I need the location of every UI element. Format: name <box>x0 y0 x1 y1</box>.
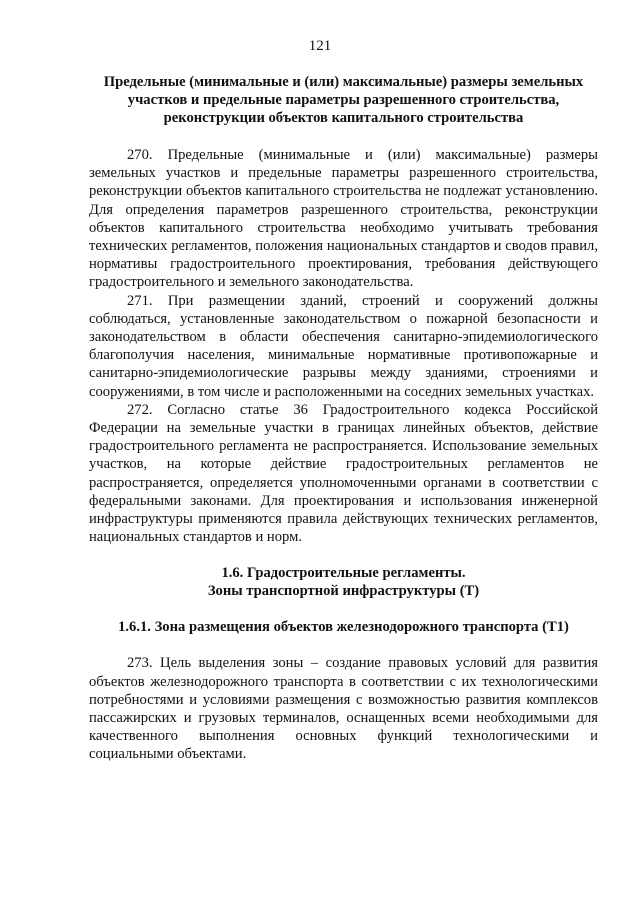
paragraph-273: 273. Цель выделения зоны – создание правовых условий для развития объектов железнодорожного транспорта в соответствии с их технологическими потребностями и условиями размещения с возможностью развития комплексов пассажирских и грузовых терминалов, оснащенных всеми необходимыми для качественного выполнения основных функций технологическими и социальными объектами. <box>89 655 598 763</box>
section-heading <box>89 564 598 600</box>
paragraph-272: 272. Согласно статье 36 Градостроительного кодекса Российской Федерации на земельные участки в границах линейных объектов, действие градостроительного регламента не распространяется. Использование земельных участков, на которые действие градостроительных регламентов не распространяется, определяется уполномоченными органами в соответствии с федеральными законами. Для проектирования и использования инженерной инфраструктуры применяются правила действующих технических регламентов, национальных стандартов и норм. <box>89 401 598 546</box>
section-heading-line-2: Зоны транспортной инфраструктуры (Т) <box>207 583 480 600</box>
main-heading <box>89 73 598 127</box>
main-heading-line-2: участков и предельные параметры разрешенного строительства, <box>127 92 560 108</box>
paragraph-270: 270. Предельные (минимальные и (или) максимальные) размеры земельных участков и предельные параметры разрешенного строительства, реконструкции объектов капитального строительства не подлежат установлению. Для определения параметров разрешенного строительства, реконструкции объектов капитального строительства необходимо учитывать требования технических регламентов, положения национальных стандартов и сводов правил, нормативы градостроительного проектирования, требования действующего градостроительного и земельного законодательства. <box>89 147 598 291</box>
section-heading-line-1: 1.6. Градостроительные регламенты. <box>221 565 466 582</box>
paragraph-271: 271. При размещении зданий, строений и сооружений должны соблюдаться, установленные законодательством о пожарной безопасности и законодательством в области обеспечения санитарно-эпидемиологического благополучия населения, минимальные нормативные противопожарные и санитарно-эпидемиологические разрывы между зданиями, строениями и сооружениями, в том числе и расположенными на соседних земельных участках. <box>89 292 598 400</box>
subsection-heading: 1.6.1. Зона размещения объектов железнодорожного транспорта (Т1) <box>118 619 569 636</box>
page-content <box>89 73 598 764</box>
main-heading-line-3: реконструкции объектов капитального строительства <box>163 110 524 126</box>
main-heading-line-1: Предельные (минимальные и (или) максимальные) размеры земельных <box>103 74 584 90</box>
page-number: 121 <box>308 38 332 54</box>
